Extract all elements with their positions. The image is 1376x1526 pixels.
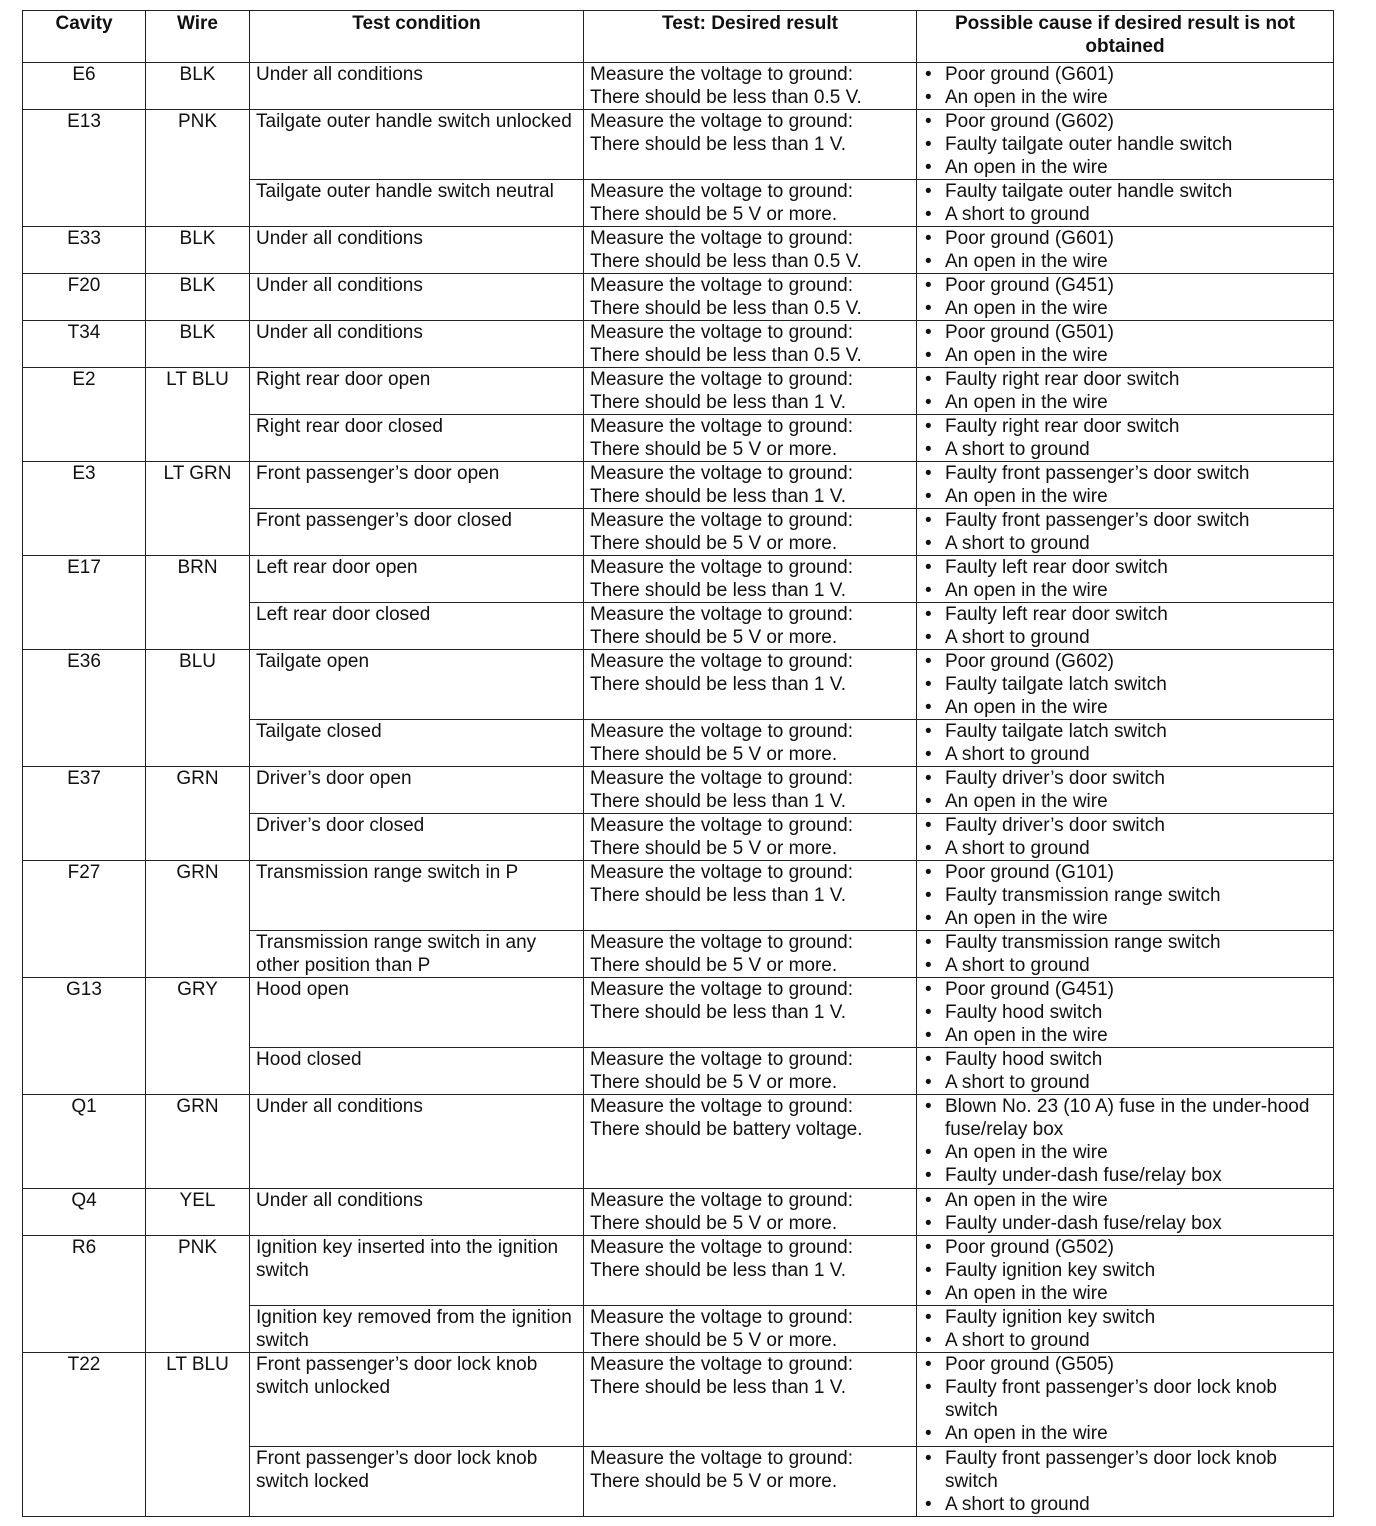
result-line: Measure the voltage to ground:	[590, 369, 854, 390]
cavity-cell: E13	[23, 110, 146, 227]
cause-item: • Poor ground (G601)	[923, 63, 1327, 86]
cause-item: • Faulty tailgate outer handle switch	[923, 180, 1327, 203]
cause-list	[923, 978, 1327, 1047]
possible-cause-cell	[917, 462, 1334, 509]
cause-list	[923, 1447, 1327, 1516]
table-row	[23, 1189, 1334, 1236]
test-condition-cell: Ignition key removed from the ignition switch	[250, 1306, 584, 1353]
wire-cell: LT GRN	[146, 462, 250, 556]
result-line: There should be 5 V or more.	[590, 1072, 838, 1093]
cause-item: • A short to ground	[923, 1329, 1327, 1352]
header-cavity: Cavity	[23, 11, 146, 63]
result-line: Measure the voltage to ground:	[590, 111, 854, 132]
result-line: Measure the voltage to ground:	[590, 1049, 854, 1070]
header-desired-result: Test: Desired result	[584, 11, 917, 63]
desired-result-cell	[584, 1353, 917, 1447]
result-line: There should be 5 V or more.	[590, 1330, 838, 1351]
wire-cell: BLK	[146, 227, 250, 274]
header-test-condition: Test condition	[250, 11, 584, 63]
possible-cause-cell	[917, 321, 1334, 368]
test-condition-cell: Tailgate open	[250, 650, 584, 720]
table-row	[23, 1353, 1334, 1447]
result-line: Measure the voltage to ground:	[590, 979, 854, 1000]
desired-result-cell	[584, 720, 917, 767]
cavity-cell: E17	[23, 556, 146, 650]
wire-cell: LT BLU	[146, 1353, 250, 1517]
cause-list	[923, 556, 1327, 602]
result-line: Measure the voltage to ground:	[590, 1448, 854, 1469]
cause-item: • Poor ground (G505)	[923, 1353, 1327, 1376]
result-line: Measure the voltage to ground:	[590, 815, 854, 836]
desired-result-cell	[584, 1048, 917, 1095]
cause-list	[923, 415, 1327, 461]
cavity-cell: F27	[23, 861, 146, 978]
cause-list	[923, 63, 1327, 109]
table-body	[23, 63, 1334, 1517]
desired-result-cell	[584, 1306, 917, 1353]
test-condition-cell: Under all conditions	[250, 227, 584, 274]
table-row	[23, 1236, 1334, 1306]
result-line: Measure the voltage to ground:	[590, 1307, 854, 1328]
cavity-cell: E3	[23, 462, 146, 556]
desired-result-cell	[584, 1236, 917, 1306]
possible-cause-cell	[917, 368, 1334, 415]
cause-item: • An open in the wire	[923, 790, 1327, 813]
cause-list	[923, 650, 1327, 719]
desired-result-cell	[584, 509, 917, 556]
possible-cause-cell	[917, 509, 1334, 556]
test-condition-cell: Right rear door open	[250, 368, 584, 415]
desired-result-cell	[584, 861, 917, 931]
test-condition-cell: Ignition key inserted into the ignition switch	[250, 1236, 584, 1306]
table-row	[23, 63, 1334, 110]
cause-list	[923, 720, 1327, 766]
possible-cause-cell	[917, 110, 1334, 180]
result-line: Measure the voltage to ground:	[590, 181, 854, 202]
cause-item: • An open in the wire	[923, 86, 1327, 109]
cause-item: • Poor ground (G602)	[923, 110, 1327, 133]
cavity-cell: Q1	[23, 1095, 146, 1189]
cause-item: • Poor ground (G101)	[923, 861, 1327, 884]
cause-item: • Faulty hood switch	[923, 1001, 1327, 1024]
cause-item: • An open in the wire	[923, 1141, 1327, 1164]
result-line: There should be 5 V or more.	[590, 627, 838, 648]
table-row	[23, 227, 1334, 274]
table-row	[23, 650, 1334, 720]
possible-cause-cell	[917, 1048, 1334, 1095]
cause-list	[923, 767, 1327, 813]
test-condition-cell: Driver’s door closed	[250, 814, 584, 861]
cavity-cell: T34	[23, 321, 146, 368]
cavity-cell: G13	[23, 978, 146, 1095]
desired-result-cell	[584, 415, 917, 462]
cause-item: • A short to ground	[923, 626, 1327, 649]
cause-item: • A short to ground	[923, 438, 1327, 461]
result-line: There should be less than 1 V.	[590, 1002, 846, 1023]
cause-item: • Faulty ignition key switch	[923, 1259, 1327, 1282]
table-row	[23, 978, 1334, 1048]
cause-item: • Faulty tailgate outer handle switch	[923, 133, 1327, 156]
cavity-cell: R6	[23, 1236, 146, 1353]
desired-result-cell	[584, 978, 917, 1048]
result-line: Measure the voltage to ground:	[590, 932, 854, 953]
result-line: Measure the voltage to ground:	[590, 1096, 854, 1117]
possible-cause-cell	[917, 556, 1334, 603]
cause-list	[923, 931, 1327, 977]
test-condition-cell: Front passenger’s door open	[250, 462, 584, 509]
cause-item: • A short to ground	[923, 1493, 1327, 1516]
test-condition-cell: Tailgate closed	[250, 720, 584, 767]
wire-cell: GRN	[146, 767, 250, 861]
result-line: Measure the voltage to ground:	[590, 228, 854, 249]
possible-cause-cell	[917, 274, 1334, 321]
result-line: There should be 5 V or more.	[590, 439, 838, 460]
cause-list	[923, 321, 1327, 367]
possible-cause-cell	[917, 814, 1334, 861]
cause-item: • An open in the wire	[923, 1282, 1327, 1305]
test-condition-cell: Under all conditions	[250, 1189, 584, 1236]
header-possible-cause: Possible cause if desired result is not obtained	[917, 11, 1334, 63]
table-row	[23, 110, 1334, 180]
result-line: There should be less than 1 V.	[590, 392, 846, 413]
possible-cause-cell	[917, 861, 1334, 931]
result-line: There should be 5 V or more.	[590, 1471, 838, 1492]
test-condition-cell: Under all conditions	[250, 63, 584, 110]
cavity-cell: F20	[23, 274, 146, 321]
table-row	[23, 1095, 1334, 1189]
cause-item: • Faulty front passenger’s door switch	[923, 509, 1327, 532]
wire-cell: BLU	[146, 650, 250, 767]
result-line: There should be less than 1 V.	[590, 885, 846, 906]
test-condition-cell: Left rear door closed	[250, 603, 584, 650]
result-line: There should be less than 1 V.	[590, 134, 846, 155]
cause-item: • An open in the wire	[923, 391, 1327, 414]
wire-cell: BLK	[146, 321, 250, 368]
cause-item: • Faulty front passenger’s door switch	[923, 462, 1327, 485]
test-condition-cell: Tailgate outer handle switch neutral	[250, 180, 584, 227]
result-line: Measure the voltage to ground:	[590, 1354, 854, 1375]
cause-item: • A short to ground	[923, 532, 1327, 555]
desired-result-cell	[584, 814, 917, 861]
desired-result-cell	[584, 274, 917, 321]
desired-result-cell	[584, 180, 917, 227]
cause-list	[923, 1048, 1327, 1094]
possible-cause-cell	[917, 1095, 1334, 1189]
cause-list	[923, 462, 1327, 508]
cause-item: • An open in the wire	[923, 1422, 1327, 1445]
possible-cause-cell	[917, 650, 1334, 720]
test-condition-cell: Transmission range switch in any other position than P	[250, 931, 584, 978]
test-condition-cell: Front passenger’s door lock knob switch locked	[250, 1447, 584, 1517]
result-line: There should be less than 1 V.	[590, 791, 846, 812]
cause-item: • Faulty front passenger’s door lock knob switch	[923, 1447, 1327, 1493]
cause-item: • Faulty driver’s door switch	[923, 767, 1327, 790]
test-condition-cell: Transmission range switch in P	[250, 861, 584, 931]
result-line: Measure the voltage to ground:	[590, 557, 854, 578]
result-line: Measure the voltage to ground:	[590, 862, 854, 883]
desired-result-cell	[584, 1189, 917, 1236]
cavity-cell: E33	[23, 227, 146, 274]
wire-cell: GRN	[146, 861, 250, 978]
cause-item: • An open in the wire	[923, 1189, 1327, 1212]
cause-item: • An open in the wire	[923, 297, 1327, 320]
cause-item: • Faulty front passenger’s door lock knob switch	[923, 1376, 1327, 1422]
cause-list	[923, 861, 1327, 930]
test-condition-cell: Driver’s door open	[250, 767, 584, 814]
result-line: There should be less than 1 V.	[590, 486, 846, 507]
wire-cell: LT BLU	[146, 368, 250, 462]
result-line: Measure the voltage to ground:	[590, 651, 854, 672]
possible-cause-cell	[917, 720, 1334, 767]
desired-result-cell	[584, 1095, 917, 1189]
table-row	[23, 556, 1334, 603]
test-condition-cell: Hood open	[250, 978, 584, 1048]
cause-item: • Poor ground (G451)	[923, 274, 1327, 297]
desired-result-cell	[584, 63, 917, 110]
result-line: There should be 5 V or more.	[590, 204, 838, 225]
result-line: There should be less than 0.5 V.	[590, 345, 862, 366]
wire-cell: YEL	[146, 1189, 250, 1236]
possible-cause-cell	[917, 1189, 1334, 1236]
wire-cell: BLK	[146, 274, 250, 321]
result-line: There should be battery voltage.	[590, 1119, 863, 1140]
test-condition-cell: Under all conditions	[250, 321, 584, 368]
cavity-cell: E2	[23, 368, 146, 462]
table-row	[23, 767, 1334, 814]
test-condition-cell: Tailgate outer handle switch unlocked	[250, 110, 584, 180]
cause-list	[923, 368, 1327, 414]
table-row	[23, 321, 1334, 368]
wire-cell: BLK	[146, 63, 250, 110]
result-line: There should be less than 1 V.	[590, 1260, 846, 1281]
possible-cause-cell	[917, 180, 1334, 227]
test-condition-cell: Under all conditions	[250, 1095, 584, 1189]
cause-item: • Faulty left rear door switch	[923, 603, 1327, 626]
cause-list	[923, 1095, 1327, 1187]
cause-item: • Faulty right rear door switch	[923, 415, 1327, 438]
cause-list	[923, 110, 1327, 179]
cause-item: • Faulty under-dash fuse/relay box	[923, 1212, 1327, 1235]
result-line: There should be less than 1 V.	[590, 580, 846, 601]
test-condition-cell: Front passenger’s door closed	[250, 509, 584, 556]
desired-result-cell	[584, 767, 917, 814]
cause-list	[923, 274, 1327, 320]
header-row	[23, 11, 1334, 63]
cause-item: • Poor ground (G601)	[923, 227, 1327, 250]
desired-result-cell	[584, 556, 917, 603]
desired-result-cell	[584, 227, 917, 274]
possible-cause-cell	[917, 931, 1334, 978]
cavity-cell: E6	[23, 63, 146, 110]
cause-item: • A short to ground	[923, 203, 1327, 226]
possible-cause-cell	[917, 1353, 1334, 1447]
header-wire: Wire	[146, 11, 250, 63]
cause-item: • An open in the wire	[923, 907, 1327, 930]
desired-result-cell	[584, 603, 917, 650]
desired-result-cell	[584, 650, 917, 720]
desired-result-cell	[584, 110, 917, 180]
cause-list	[923, 814, 1327, 860]
wire-cell: PNK	[146, 1236, 250, 1353]
desired-result-cell	[584, 1447, 917, 1517]
result-line: Measure the voltage to ground:	[590, 721, 854, 742]
wire-cell: BRN	[146, 556, 250, 650]
test-condition-cell: Left rear door open	[250, 556, 584, 603]
possible-cause-cell	[917, 63, 1334, 110]
result-line: There should be 5 V or more.	[590, 955, 838, 976]
cause-item: • A short to ground	[923, 954, 1327, 977]
cavity-cell: E37	[23, 767, 146, 861]
cavity-cell: Q4	[23, 1189, 146, 1236]
cause-item: • Faulty driver’s door switch	[923, 814, 1327, 837]
cause-item: • Faulty right rear door switch	[923, 368, 1327, 391]
wire-cell: PNK	[146, 110, 250, 227]
cause-list	[923, 1306, 1327, 1352]
test-condition-cell: Right rear door closed	[250, 415, 584, 462]
test-condition-cell: Under all conditions	[250, 274, 584, 321]
desired-result-cell	[584, 462, 917, 509]
test-condition-cell: Hood closed	[250, 1048, 584, 1095]
cause-item: • Poor ground (G502)	[923, 1236, 1327, 1259]
result-line: Measure the voltage to ground:	[590, 510, 854, 531]
test-condition-cell: Front passenger’s door lock knob switch unlocked	[250, 1353, 584, 1447]
result-line: There should be 5 V or more.	[590, 1213, 838, 1234]
cause-item: • An open in the wire	[923, 579, 1327, 602]
possible-cause-cell	[917, 227, 1334, 274]
result-line: Measure the voltage to ground:	[590, 64, 854, 85]
wire-cell: GRY	[146, 978, 250, 1095]
result-line: Measure the voltage to ground:	[590, 1190, 854, 1211]
wire-cell: GRN	[146, 1095, 250, 1189]
cause-list	[923, 180, 1327, 226]
cause-list	[923, 1236, 1327, 1305]
cause-item: • A short to ground	[923, 837, 1327, 860]
result-line: There should be less than 0.5 V.	[590, 298, 862, 319]
cause-item: • Faulty under-dash fuse/relay box	[923, 1164, 1327, 1187]
cause-item: • An open in the wire	[923, 696, 1327, 719]
cause-item: • An open in the wire	[923, 1024, 1327, 1047]
result-line: There should be 5 V or more.	[590, 838, 838, 859]
result-line: Measure the voltage to ground:	[590, 768, 854, 789]
possible-cause-cell	[917, 1447, 1334, 1517]
cause-item: • An open in the wire	[923, 485, 1327, 508]
cause-item: • Faulty transmission range switch	[923, 884, 1327, 907]
cause-item: • An open in the wire	[923, 344, 1327, 367]
cause-list	[923, 1189, 1327, 1235]
result-line: There should be less than 1 V.	[590, 674, 846, 695]
cause-item: • A short to ground	[923, 743, 1327, 766]
result-line: There should be less than 0.5 V.	[590, 251, 862, 272]
cause-item: • Faulty hood switch	[923, 1048, 1327, 1071]
cause-list	[923, 1353, 1327, 1445]
diagnostic-table	[22, 10, 1334, 1517]
cause-item: • A short to ground	[923, 1071, 1327, 1094]
result-line: There should be 5 V or more.	[590, 744, 838, 765]
result-line: Measure the voltage to ground:	[590, 416, 854, 437]
possible-cause-cell	[917, 603, 1334, 650]
desired-result-cell	[584, 321, 917, 368]
result-line: There should be less than 1 V.	[590, 1377, 846, 1398]
possible-cause-cell	[917, 767, 1334, 814]
cause-item: • Poor ground (G501)	[923, 321, 1327, 344]
cause-item: • An open in the wire	[923, 156, 1327, 179]
cause-list	[923, 509, 1327, 555]
result-line: Measure the voltage to ground:	[590, 463, 854, 484]
result-line: There should be less than 0.5 V.	[590, 87, 862, 108]
cause-list	[923, 227, 1327, 273]
desired-result-cell	[584, 368, 917, 415]
result-line: Measure the voltage to ground:	[590, 604, 854, 625]
possible-cause-cell	[917, 1306, 1334, 1353]
cause-item: • Faulty ignition key switch	[923, 1306, 1327, 1329]
table-row	[23, 462, 1334, 509]
table-row	[23, 368, 1334, 415]
cause-item: • Faulty left rear door switch	[923, 556, 1327, 579]
result-line: There should be 5 V or more.	[590, 533, 838, 554]
cause-item: • Poor ground (G602)	[923, 650, 1327, 673]
cause-list	[923, 603, 1327, 649]
result-line: Measure the voltage to ground:	[590, 1237, 854, 1258]
result-line: Measure the voltage to ground:	[590, 322, 854, 343]
possible-cause-cell	[917, 978, 1334, 1048]
possible-cause-cell	[917, 415, 1334, 462]
table-row	[23, 274, 1334, 321]
desired-result-cell	[584, 931, 917, 978]
cavity-cell: T22	[23, 1353, 146, 1517]
cause-item: • Faulty transmission range switch	[923, 931, 1327, 954]
cause-item: • Faulty tailgate latch switch	[923, 673, 1327, 696]
table-row	[23, 861, 1334, 931]
cause-item: • Blown No. 23 (10 A) fuse in the under-hood fuse/relay box	[923, 1095, 1327, 1141]
possible-cause-cell	[917, 1236, 1334, 1306]
cavity-cell: E36	[23, 650, 146, 767]
cause-item: • Poor ground (G451)	[923, 978, 1327, 1001]
result-line: Measure the voltage to ground:	[590, 275, 854, 296]
cause-item: • An open in the wire	[923, 250, 1327, 273]
cause-item: • Faulty tailgate latch switch	[923, 720, 1327, 743]
